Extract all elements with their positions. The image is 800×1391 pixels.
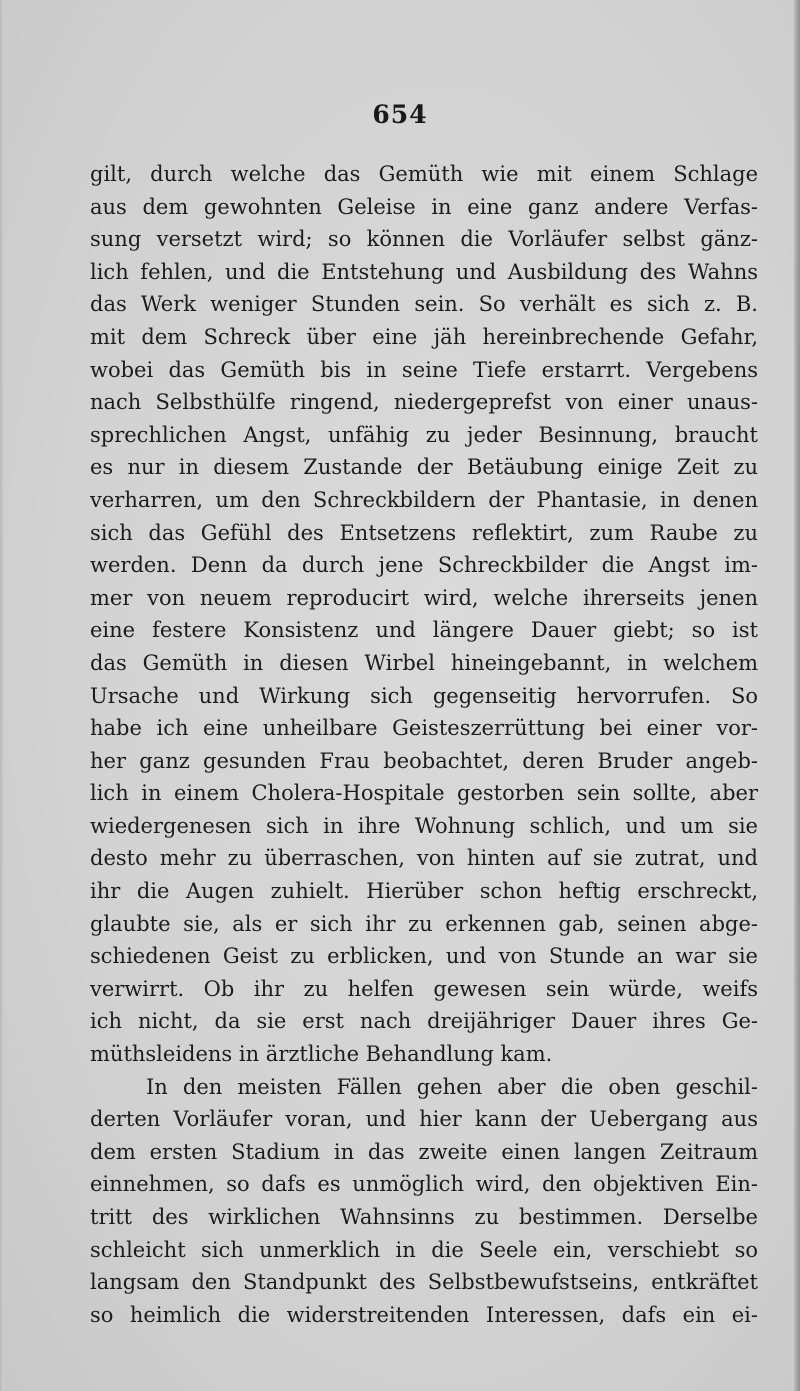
text-line: eine festere Konsistenz und längere Dauer giebt; so ist [90,618,758,643]
page-number: 654 [372,100,428,129]
page-left-edge [0,0,4,1391]
text-line: verharren, um den Schreckbildern der Phantasie, in denen [90,487,758,512]
text-line: ihr die Augen zuhielt. Hierüber schon heftig erschreckt, [90,879,758,904]
text-line: einnehmen, so dafs es unmöglich wird, den objektiven Ein- [90,1172,758,1197]
text-line: schleicht sich unmerklich in die Seele ein, verschiebt so [90,1237,758,1262]
text-line: sprechlichen Angst, unfähig zu jeder Besinnung, braucht [90,422,758,447]
text-line: sung versetzt wird; so können die Vorläufer selbst gänz- [90,227,758,252]
text-line: mit dem Schreck über eine jäh hereinbrechende Gefahr, [90,324,758,349]
text-line: her ganz gesunden Frau beobachtet, deren Bruder angeb- [90,748,758,773]
text-line: wobei das Gemüth bis in seine Tiefe erstarrt. Vergebens [90,357,758,382]
text-line: desto mehr zu überraschen, von hinten auf sie zutrat, und [90,846,758,871]
paragraph [90,1071,758,1332]
text-line: In den meisten Fällen gehen aber die oben geschil- [146,1074,758,1099]
body-text [90,158,758,1331]
text-line: habe ich eine unheilbare Geisteszerrüttung bei einer vor- [90,716,758,741]
text-line: schiedenen Geist zu erblicken, und von Stunde an war sie [90,944,758,969]
text-line: ich nicht, da sie erst nach dreijähriger Dauer ihres Ge- [90,1009,758,1034]
paragraph [90,158,758,1071]
text-line: verwirrt. Ob ihr zu helfen gewesen sein würde, weifs [90,976,758,1001]
text-line: lich fehlen, und die Entstehung und Ausbildung des Wahns [90,259,758,284]
text-line: derten Vorläufer voran, und hier kann der Uebergang aus [90,1107,758,1132]
page-right-edge [794,0,800,1391]
text-line: aus dem gewohnten Geleise in eine ganz andere Verfas- [90,194,758,219]
text-line: werden. Denn da durch jene Schreckbilder die Angst im- [90,553,758,578]
text-line: so heimlich die widerstreitenden Interessen, dafs ein ei- [90,1302,758,1327]
text-line: wiedergenesen sich in ihre Wohnung schlich, und um sie [90,813,758,838]
text-line: lich in einem Cholera-Hospitale gestorben sein sollte, aber [90,781,758,806]
text-line: nach Selbsthülfe ringend, niedergeprefst von einer unaus- [90,390,758,415]
text-line: das Werk weniger Stunden sein. So verhält es sich z. B. [90,292,758,317]
text-line: sich das Gefühl des Entsetzens reflektirt, zum Raube zu [90,520,758,545]
text-line: müthsleidens in ärztliche Behandlung kam. [90,1042,553,1067]
text-line: tritt des wirklichen Wahnsinns zu bestimmen. Derselbe [90,1205,758,1229]
text-line: mer von neuem reproducirt wird, welche ihrerseits jenen [90,585,758,610]
text-line: es nur in diesem Zustande der Betäubung einige Zeit zu [90,455,758,480]
text-line: gilt, durch welche das Gemüth wie mit einem Schlage [90,162,758,186]
text-line: langsam den Standpunkt des Selbstbewufstseins, entkräftet [90,1270,758,1295]
text-line: dem ersten Stadium in das zweite einen langen Zeitraum [90,1139,758,1164]
text-line: das Gemüth in diesen Wirbel hineingebannt, in welchem [90,650,758,675]
text-line: Ursache und Wirkung sich gegenseitig hervorrufen. So [90,683,758,708]
text-line: glaubte sie, als er sich ihr zu erkennen gab, seinen abge- [90,911,758,936]
